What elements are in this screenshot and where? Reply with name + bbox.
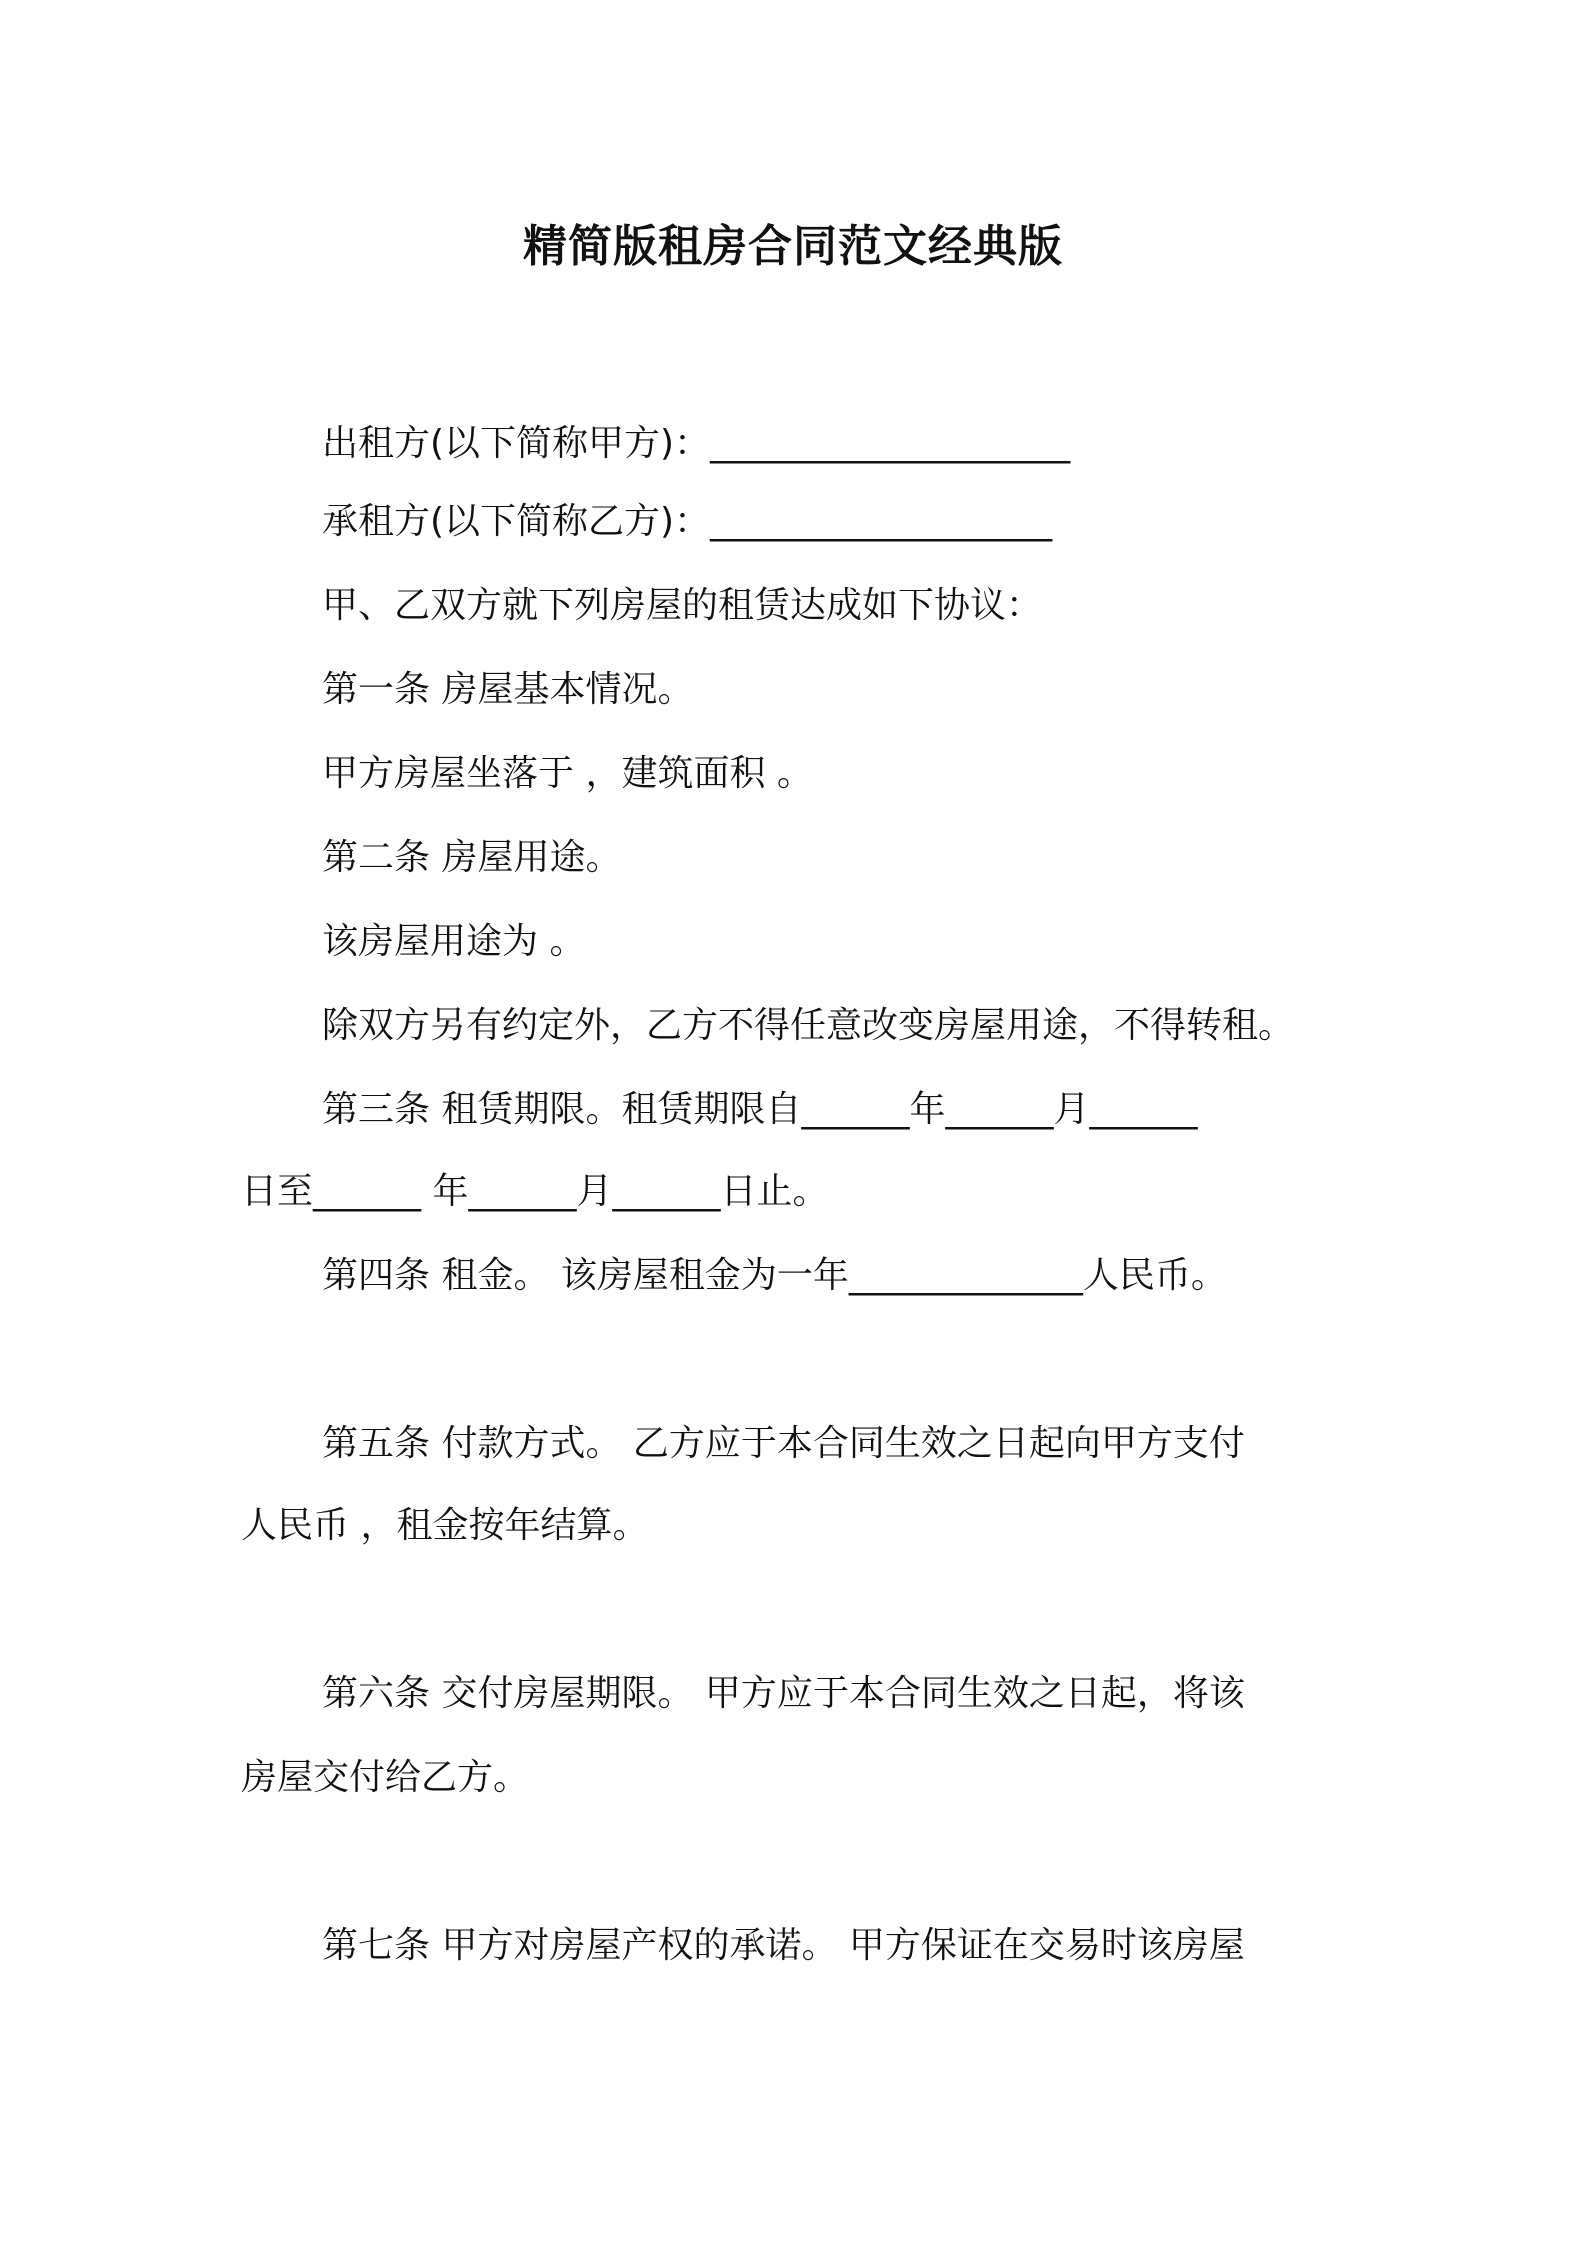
lessee-line: 承租方(以下简称乙方)：___________________ xyxy=(322,501,1053,542)
article-6-line-1: 第六条 交付房屋期限。 甲方应于本合同生效之日起，将该 xyxy=(322,1673,1245,1714)
article-3-line-2: 日至______ 年______月______日止。 xyxy=(241,1171,829,1212)
article-5-line-2: 人民币 ，租金按年结算。 xyxy=(241,1505,649,1546)
article-1-heading: 第一条 房屋基本情况。 xyxy=(322,669,694,710)
article-6-line-2: 房屋交付给乙方。 xyxy=(241,1757,530,1798)
article-2-restriction: 除双方另有约定外，乙方不得任意改变房屋用途，不得转租。 xyxy=(322,1005,1295,1046)
document-title: 精简版租房合同范文经典版 xyxy=(523,221,1063,272)
article-4-line: 第四条 租金。 该房屋租金为一年_____________人民币。 xyxy=(322,1255,1227,1296)
article-1-text: 甲方房屋坐落于 ，建筑面积 。 xyxy=(322,753,813,794)
article-2-text: 该房屋用途为 。 xyxy=(322,921,586,962)
article-2-heading: 第二条 房屋用途。 xyxy=(322,837,622,878)
article-7-line-1: 第七条 甲方对房屋产权的承诺。 甲方保证在交易时该房屋 xyxy=(322,1925,1245,1966)
article-3-line-1: 第三条 租赁期限。租赁期限自______年______月______ xyxy=(322,1089,1198,1130)
lessor-line: 出租方(以下简称甲方)：____________________ xyxy=(322,423,1071,464)
agreement-intro: 甲、乙双方就下列房屋的租赁达成如下协议： xyxy=(322,585,1043,626)
article-5-line-1: 第五条 付款方式。 乙方应于本合同生效之日起向甲方支付 xyxy=(322,1423,1245,1464)
